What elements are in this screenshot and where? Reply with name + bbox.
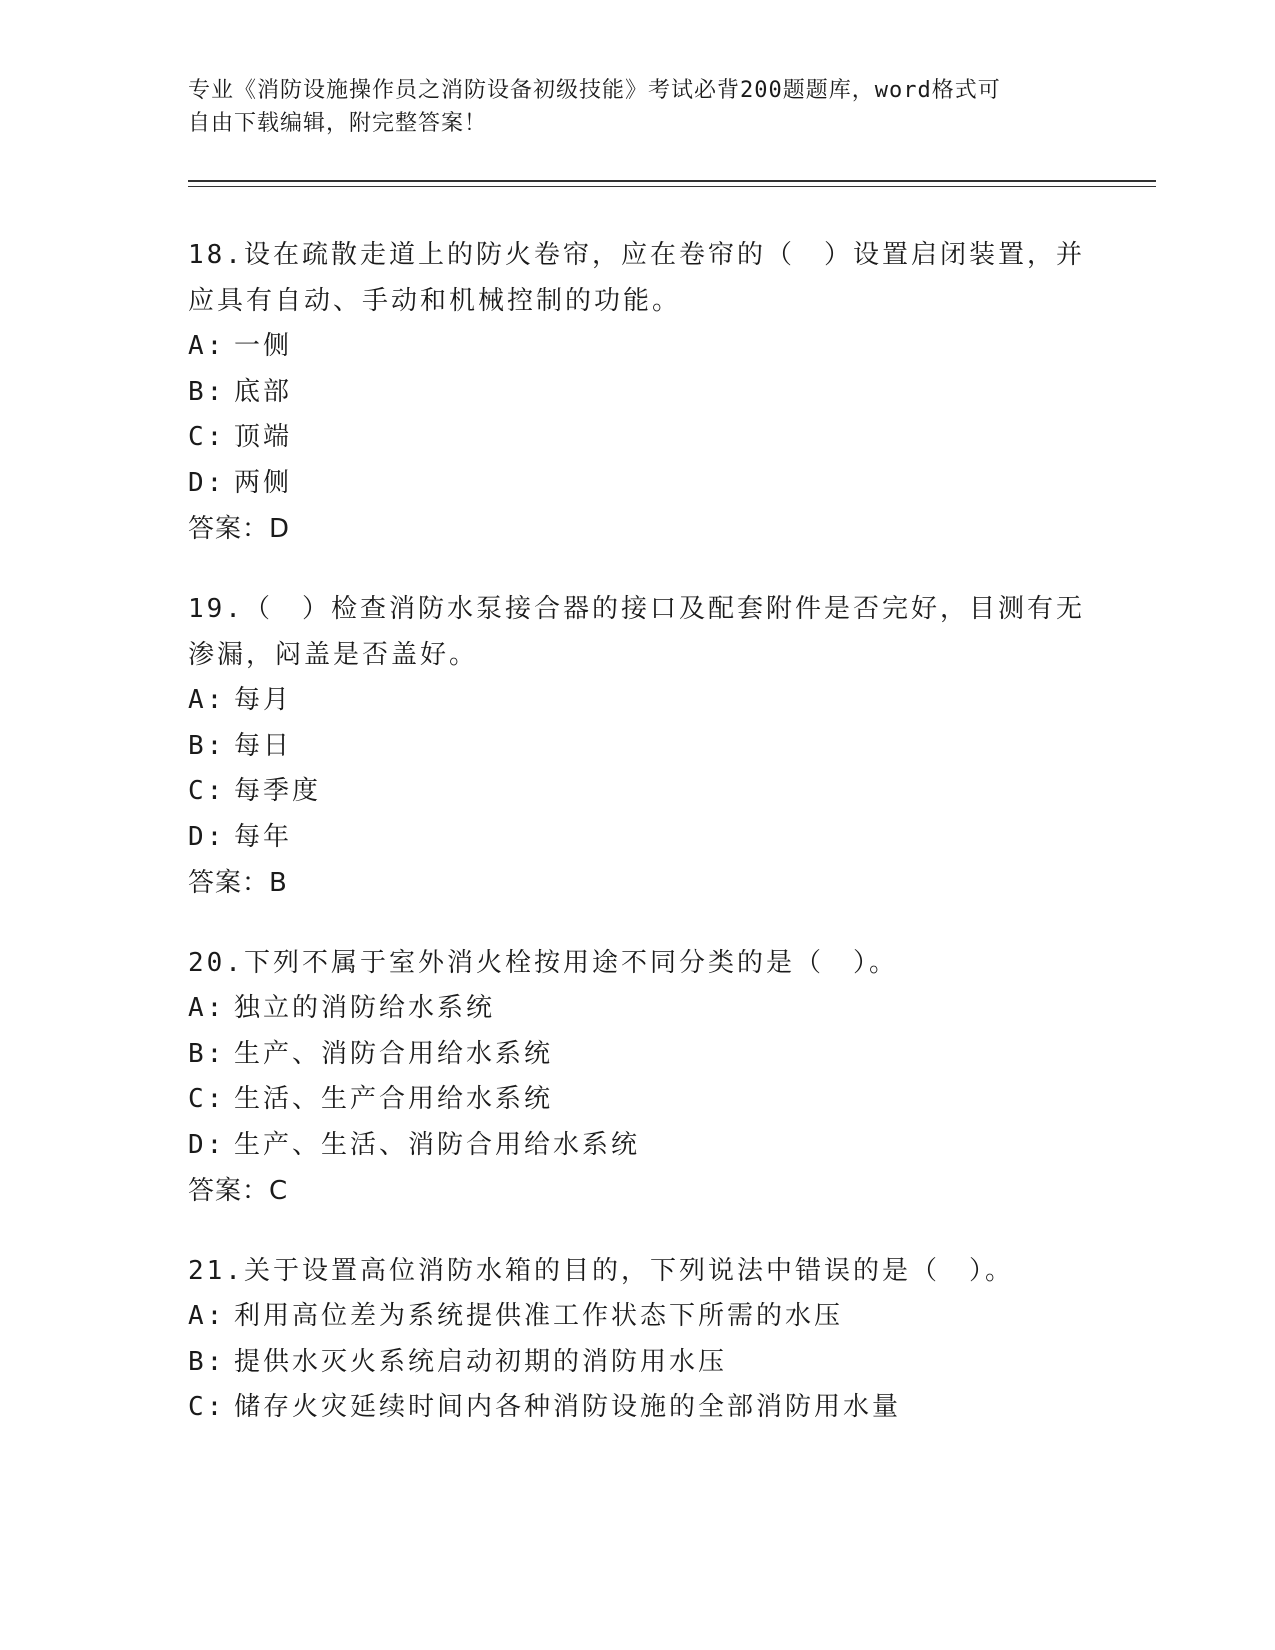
question-stem-line: 应具有自动、手动和机械控制的功能。 [188,286,682,316]
question-stem-line: 19.（ ）检查消防水泵接合器的接口及配套附件是否完好，目测有无 [188,594,1085,624]
option-key: A: [188,331,226,361]
option-text: 生产、生活、消防合用给水系统 [234,1129,641,1160]
answer-label: 答案：B [188,868,288,898]
option-c [188,769,1088,815]
option-key: B: [188,1038,226,1069]
option-c [188,415,1088,461]
header-title-line-1: 专业《消防设施操作员之消防设备初级技能》考试必背200题题库，word格式可 [188,78,1001,103]
answer-label: 答案：C [188,1176,289,1206]
question-stem-line: 21.关于设置高位消防水箱的目的，下列说法中错误的是（ ）。 [188,1256,1014,1286]
option-key: D: [188,821,226,852]
option-key: C: [188,776,226,806]
option-key: A: [188,685,226,715]
option-d [188,815,1088,861]
option-text: 独立的消防给水系统 [234,993,496,1023]
option-text: 生产、消防合用给水系统 [234,1038,554,1069]
option-key: B: [188,730,226,761]
question-21 [188,1248,1088,1431]
option-text: 每年 [234,821,293,852]
option-a [188,1294,1088,1340]
option-a [188,678,1088,724]
option-key: C: [188,1392,226,1422]
header-title-line-2: 自由下载编辑，附完整答案！ [188,111,488,136]
option-text: 每日 [234,730,293,761]
question-stem-line: 20.下列不属于室外消火栓按用途不同分类的是（ ）。 [188,948,898,978]
option-text: 每季度 [234,776,322,806]
option-text: 生活、生产合用给水系统 [234,1084,554,1114]
option-text: 顶端 [234,422,293,452]
option-text: 利用高位差为系统提供准工作状态下所需的水压 [234,1301,844,1331]
question-18 [188,232,1088,552]
question-stem-line: 18.设在疏散走道上的防火卷帘，应在卷帘的（ ）设置启闭装置，并 [188,240,1085,270]
option-b [188,1032,1088,1078]
option-key: A: [188,993,226,1023]
option-text: 提供水灭火系统启动初期的消防用水压 [234,1346,728,1377]
option-c [188,1077,1088,1123]
option-key: C: [188,422,226,452]
option-text: 每月 [234,685,293,715]
option-d [188,1123,1088,1169]
option-key: B: [188,1346,226,1377]
option-d [188,461,1088,507]
option-a [188,324,1088,370]
question-list [188,232,1088,1465]
option-text: 储存火灾延续时间内各种消防设施的全部消防用水量 [234,1392,902,1422]
option-text: 两侧 [234,467,293,498]
option-text: 一侧 [234,331,293,361]
option-key: C: [188,1084,226,1114]
answer-label: 答案：D [188,514,291,544]
option-key: D: [188,1129,226,1160]
header-divider-thick [188,180,1156,182]
option-b [188,724,1088,770]
option-key: A: [188,1301,226,1331]
option-key: D: [188,467,226,498]
option-b [188,1340,1088,1386]
option-text: 底部 [234,376,293,407]
option-c [188,1385,1088,1431]
question-stem-line: 渗漏，闷盖是否盖好。 [188,640,479,670]
question-20 [188,940,1088,1214]
question-19 [188,586,1088,906]
option-key: B: [188,376,226,407]
header-divider-thin [188,186,1156,187]
option-a [188,986,1088,1032]
option-b [188,370,1088,416]
document-header [188,74,1068,140]
